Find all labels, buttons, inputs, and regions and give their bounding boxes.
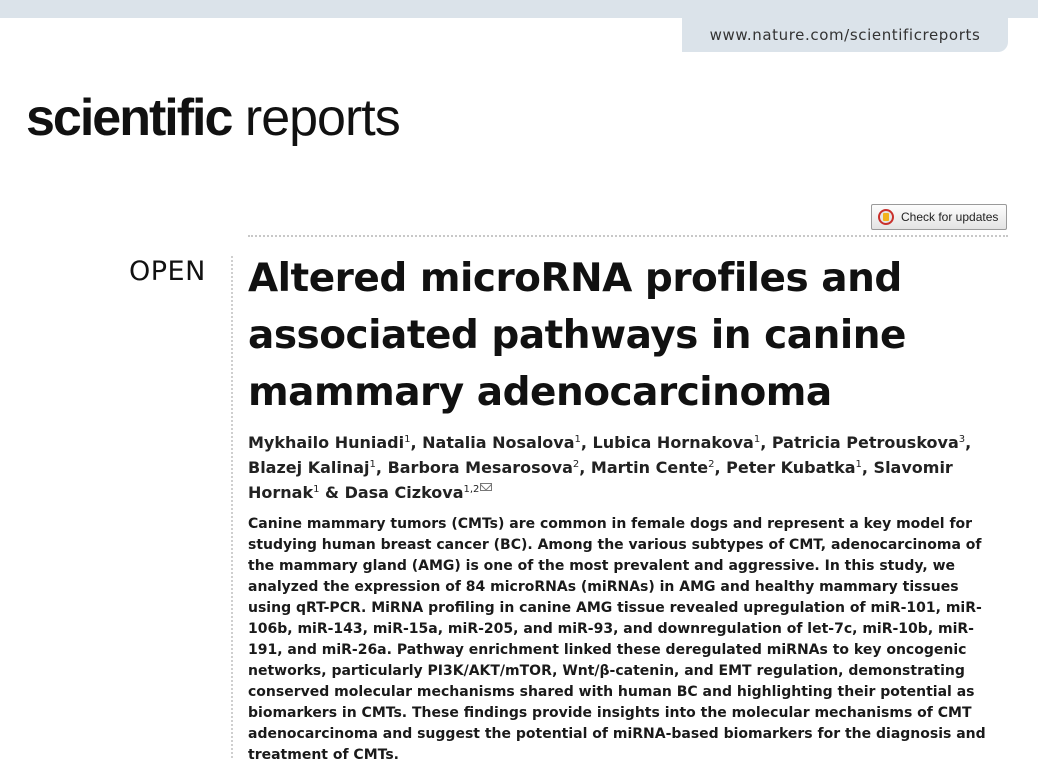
author-separator: , — [579, 458, 591, 477]
open-access-label: OPEN — [129, 256, 206, 287]
author-name[interactable]: Barbora Mesarosova — [387, 458, 573, 477]
author-name[interactable]: Dasa Cizkova — [344, 483, 464, 502]
author-affiliation[interactable]: 1 — [855, 459, 862, 470]
envelope-icon[interactable] — [480, 483, 492, 491]
author-name[interactable]: Lubica Hornakova — [592, 433, 754, 452]
check-for-updates-label: Check for updates — [901, 210, 999, 224]
author-separator: , — [410, 433, 423, 452]
author-affiliation[interactable]: 1,2 — [463, 484, 480, 495]
journal-logo-part1: scientific — [26, 89, 232, 147]
author-name[interactable]: Mykhailo Huniadi — [248, 433, 405, 452]
author-name[interactable]: Patricia Petrouskova — [771, 433, 959, 452]
author-affiliation[interactable]: 1 — [369, 459, 376, 470]
author-separator: , — [861, 458, 874, 477]
author-list — [248, 430, 1008, 505]
header-divider — [248, 235, 1008, 237]
journal-url[interactable]: www.nature.com/scientificreports — [709, 26, 981, 44]
author-name[interactable]: Natalia Nosalova — [422, 433, 575, 452]
crossmark-icon — [878, 209, 894, 225]
check-for-updates-button[interactable] — [871, 204, 1007, 230]
author-affiliation[interactable]: 1 — [574, 434, 581, 445]
author-separator: , — [580, 433, 593, 452]
article-title: Altered microRNA profiles and associated pathways in canine mammary adenocarcinoma — [248, 256, 906, 415]
author-separator: , — [760, 433, 772, 452]
author-name[interactable]: Blazej Kalinaj — [248, 458, 370, 477]
author-separator: , — [714, 458, 727, 477]
author-name[interactable]: Slavomir Hornak — [248, 458, 953, 502]
author-separator: , — [375, 458, 388, 477]
author-separator: & — [319, 483, 345, 502]
margin-divider — [231, 256, 233, 758]
author-affiliation[interactable]: 2 — [708, 459, 715, 470]
author-affiliation[interactable]: 2 — [572, 459, 580, 470]
journal-logo[interactable] — [26, 89, 400, 147]
author-affiliation[interactable]: 1 — [313, 484, 320, 495]
article-abstract: Canine mammary tumors (CMTs) are common in female dogs and represent a key model for studying human breast cancer (BC). Among the various subtypes of CMT, adenocarcinoma of the mammary gland (AMG) is one of the most prevalent and aggressive. In this study, we analyzed the expression of 84 microRNAs (miRNAs) in AMG and healthy mammary tissues using qRT-PCR. MiRNA profiling in canine AMG tissue revealed upregulation of miR-101, miR-106b, miR-143, miR-15a, miR-205, and miR-93, and downregulation of let-7c, miR-10b, miR-191, and miR-26a. Pathway enrichment linked these deregulated miRNAs to key oncogenic networks, particularly PI3K/AKT/mTOR, Wnt/β-catenin, and EMT regulation, demonstrating conserved molecular mechanisms shared with human BC and highlighting their potential as biomarkers in CMTs. These findings provide insights into the molecular mechanisms of CMT adenocarcinoma and suggest the potential of miRNA-based biomarkers for the diagnosis and treatment of CMTs. — [248, 516, 986, 763]
journal-logo-part2: reports — [244, 89, 400, 147]
header-band — [0, 0, 1038, 18]
journal-url-tab[interactable] — [682, 18, 1008, 52]
author-affiliation[interactable]: 1 — [753, 434, 761, 445]
author-affiliation[interactable]: 3 — [958, 434, 966, 445]
author-affiliation[interactable]: 1 — [404, 434, 411, 445]
author-name[interactable]: Martin Cente — [590, 458, 709, 477]
author-separator: , — [965, 433, 972, 452]
author-name[interactable]: Peter Kubatka — [726, 458, 856, 477]
